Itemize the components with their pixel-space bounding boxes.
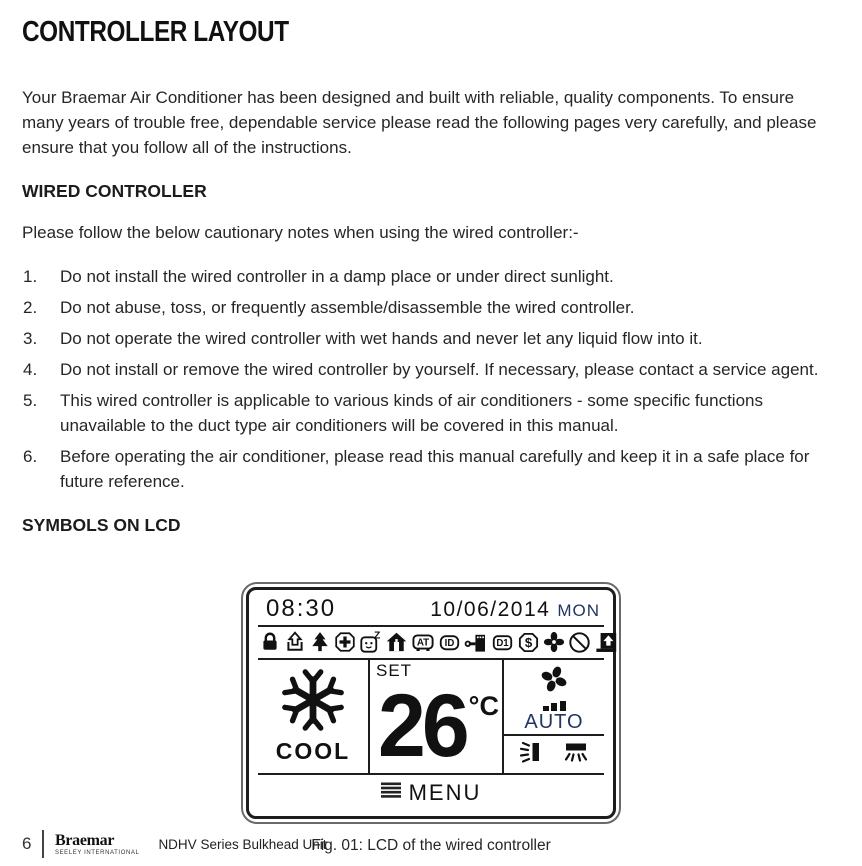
footer-divider bbox=[42, 830, 44, 858]
page-footer bbox=[22, 830, 327, 858]
snowflake-icon bbox=[282, 669, 344, 736]
mode-label: COOL bbox=[275, 737, 351, 764]
svg-text:$: $ bbox=[524, 634, 533, 650]
prohibited-icon bbox=[568, 630, 591, 654]
at-badge-icon bbox=[411, 630, 435, 654]
section-heading-wired-controller: WIRED CONTROLLER bbox=[22, 181, 207, 201]
lcd-mode-cell bbox=[258, 660, 368, 773]
brand-tagline: SEELEY INTERNATIONAL bbox=[54, 849, 140, 856]
list-item: Do not operate the wired controller with wet hands and never let any liquid flow into it. bbox=[60, 329, 703, 348]
eject-icon bbox=[594, 630, 618, 654]
lcd-display bbox=[241, 582, 621, 824]
swing-section bbox=[504, 736, 604, 773]
fan-mode-label: AUTO bbox=[524, 711, 584, 733]
fan-speed-bars-icon bbox=[543, 700, 566, 711]
vertical-swing-icon bbox=[518, 739, 544, 770]
tree-icon bbox=[309, 630, 331, 654]
footer-product-name: NDHV Series Bulkhead Unit bbox=[158, 836, 327, 852]
menu-icon bbox=[381, 782, 403, 804]
intro-paragraph: Your Braemar Air Conditioner has been designed and built with reliable, quality components. To ensure many years of trouble free, dependable service please read the following pages very carefully, and please ensure that you follow all of the instructions. bbox=[22, 88, 817, 157]
svg-text:D1: D1 bbox=[496, 637, 509, 649]
lcd-time: 08:30 bbox=[266, 595, 337, 622]
setpoint-value: 26 bbox=[378, 676, 466, 776]
lcd-fan-swing-cell bbox=[504, 660, 604, 773]
setpoint-unit: °C bbox=[468, 691, 499, 721]
energy-dollar-icon bbox=[517, 630, 540, 654]
svg-text:ID: ID bbox=[444, 637, 455, 649]
list-item: This wired controller is applicable to various kinds of air conditioners - some specific functions unavailable to the duct type air conditioners will be covered in this manual. bbox=[60, 391, 763, 435]
lcd-figure bbox=[22, 582, 840, 855]
brand-logo bbox=[55, 833, 139, 856]
page-number: 6 bbox=[22, 834, 32, 853]
menu-label: MENU bbox=[408, 780, 482, 805]
lock-icon bbox=[259, 630, 281, 654]
id-badge-icon bbox=[438, 630, 461, 654]
cautionary-notes-list bbox=[22, 264, 840, 494]
lcd-date: 10/06/2014 bbox=[430, 598, 551, 621]
sleep-icon bbox=[359, 630, 382, 654]
page-title: CONTROLLER LAYOUT bbox=[22, 16, 289, 48]
figure-caption: Fig. 01: LCD of the wired controller bbox=[311, 837, 551, 854]
air-outlet-icon bbox=[284, 630, 306, 654]
fan-speed-section bbox=[504, 660, 604, 736]
key-card-icon bbox=[464, 630, 488, 654]
lcd-main-area bbox=[258, 660, 604, 775]
list-item: Do not install or remove the wired controller by yourself. If necessary, please contact a service agent. bbox=[60, 360, 819, 379]
lcd-top-row bbox=[258, 594, 604, 627]
list-item: Do not install the wired controller in a damp place or under direct sunlight. bbox=[60, 267, 614, 286]
svg-text:Z: Z bbox=[373, 630, 381, 642]
section-heading-symbols-on-lcd: SYMBOLS ON LCD bbox=[22, 515, 181, 535]
plus-badge-icon bbox=[334, 630, 356, 654]
brand-name: Braemar bbox=[54, 831, 115, 849]
cautionary-lead: Please follow the below cautionary notes when using the wired controller:- bbox=[22, 223, 579, 242]
list-item: Do not abuse, toss, or frequently assemble/disassemble the wired controller. bbox=[60, 298, 635, 317]
lcd-menu-bar bbox=[258, 775, 604, 811]
home-occupied-icon bbox=[385, 630, 408, 654]
fan-clover-icon bbox=[543, 630, 565, 654]
svg-text:AT: AT bbox=[416, 637, 430, 649]
fan-icon bbox=[539, 664, 569, 699]
d1-badge-icon bbox=[491, 630, 514, 654]
lcd-setpoint-cell bbox=[368, 660, 504, 776]
list-item: Before operating the air conditioner, please read this manual carefully and keep it in a safe place for future reference. bbox=[60, 447, 810, 491]
set-label: SET bbox=[376, 661, 413, 680]
lcd-status-icon-row bbox=[258, 627, 604, 660]
lcd-day: MON bbox=[557, 601, 600, 620]
horizontal-swing-icon bbox=[562, 739, 590, 770]
